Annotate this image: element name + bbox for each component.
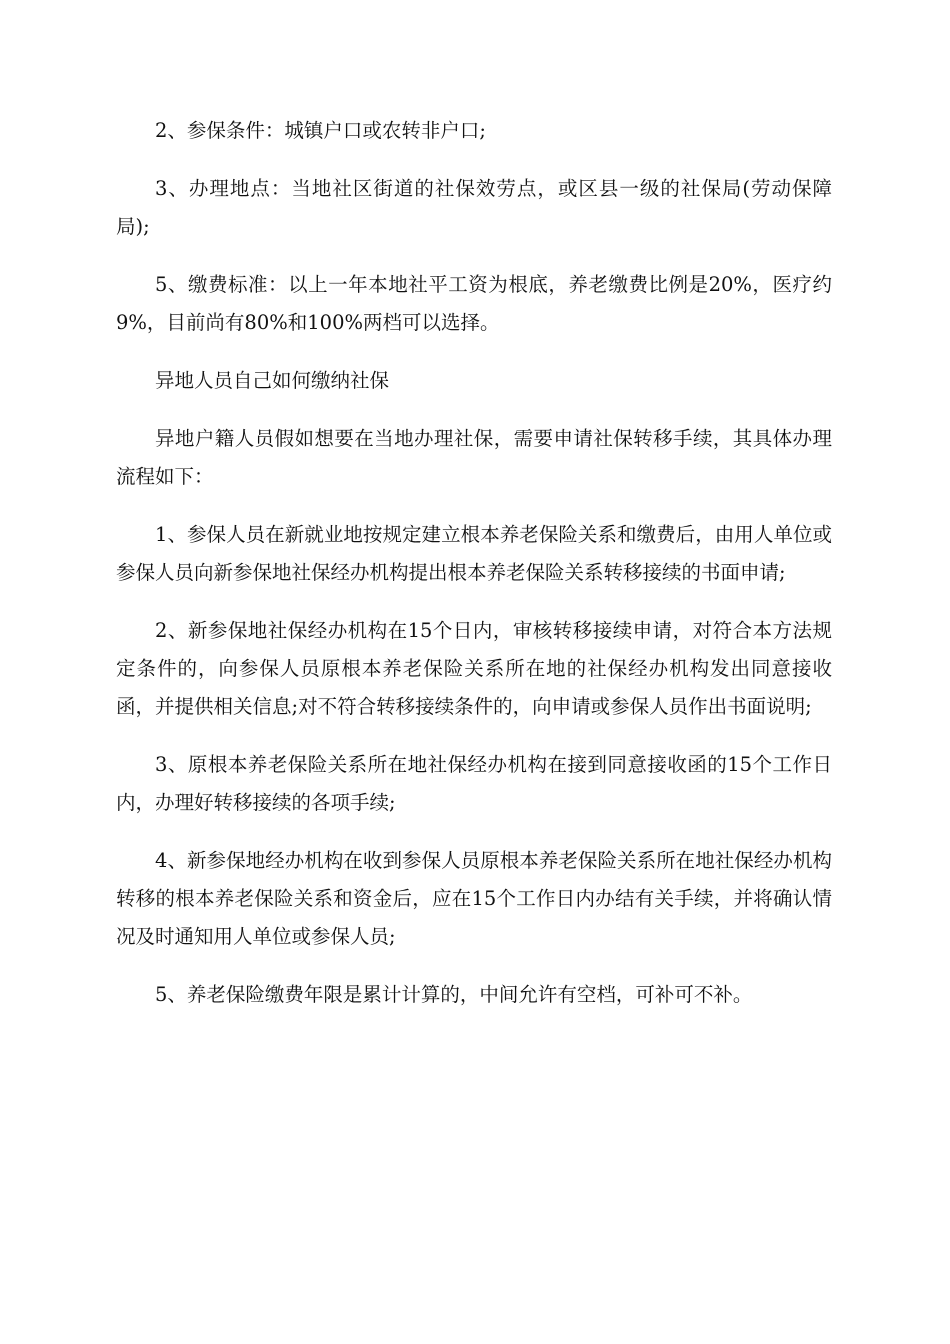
paragraph-payment-standard: 5、缴费标准：以上一年本地社平工资为根底，养老缴费比例是20%，医疗约9%，目前尚有80%和100%两档可以选择。 [116, 273, 832, 334]
section-heading: 异地人员自己如何缴纳社保 [155, 369, 390, 392]
paragraph-step-1: 1、参保人员在新就业地按规定建立根本养老保险关系和缴费后，由用人单位或参保人员向新参保地社保经办机构提出根本养老保险关系转移接续的书面申请; [116, 523, 832, 584]
paragraph-step-5: 5、养老保险缴费年限是累计计算的，中间允许有空档，可补可不补。 [155, 983, 753, 1006]
paragraph-step-2: 2、新参保地社保经办机构在15个日内，审核转移接续申请，对符合本方法规定条件的，向参保人员原根本养老保险关系所在地的社保经办机构发出同意接收函，并提供相关信息;对不符合转移接续条件的，向申请或参保人员作出书面说明; [116, 619, 832, 718]
paragraph-insurance-condition: 2、参保条件：城镇户口或农转非户口; [155, 119, 486, 142]
document-body [116, 112, 832, 1034]
paragraph-handling-location: 3、办理地点：当地社区街道的社保效劳点，或区县一级的社保局(劳动保障局); [116, 177, 832, 238]
paragraph-step-4: 4、新参保地经办机构在收到参保人员原根本养老保险关系所在地社保经办机构转移的根本养老保险关系和资金后，应在15个工作日内办结有关手续，并将确认情况及时通知用人单位或参保人员; [116, 849, 832, 948]
paragraph-step-3: 3、原根本养老保险关系所在地社保经办机构在接到同意接收函的15个工作日内，办理好转移接续的各项手续; [116, 753, 832, 814]
paragraph-intro: 异地户籍人员假如想要在当地办理社保，需要申请社保转移手续，其具体办理流程如下： [116, 427, 832, 488]
